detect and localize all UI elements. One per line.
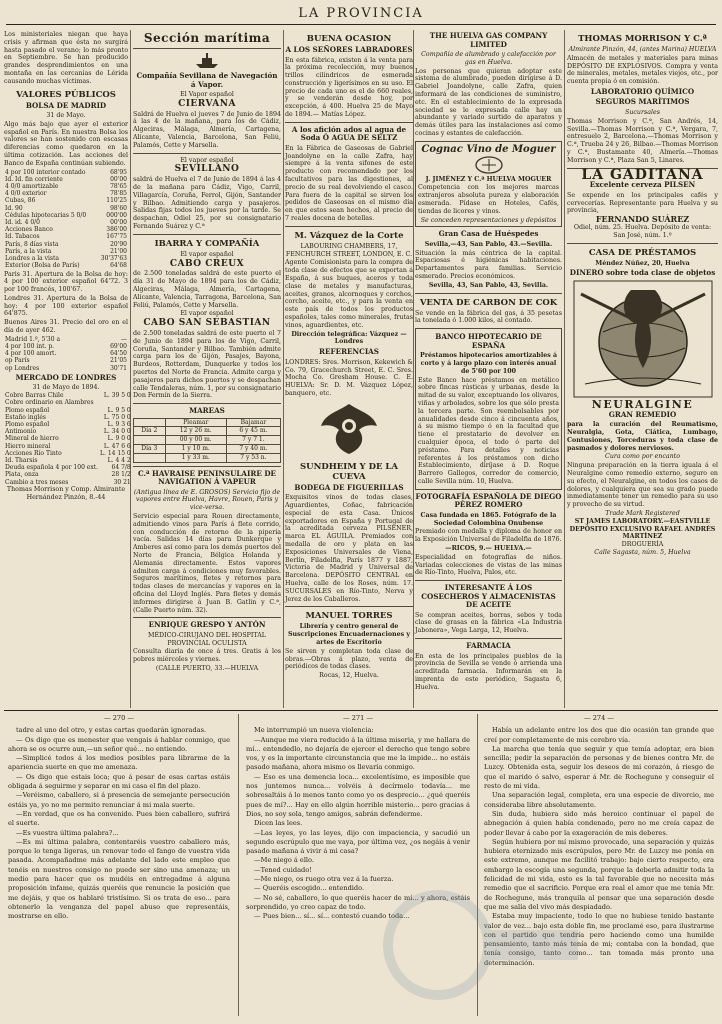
feuilleton-paragraph: Según hubiera por mí mismo provocado, una separación y quizás hubiera eternizado mis escrúpulos, pero Mr. de Luzcy me ponía en este extremo, aunque me facilitó trabajo: bajo cierto respecto, era embargo la escogía una segunda, porque la deberla admitir toda la felicidad de mi vida, esto es la tal favorable que no necesita más remedio que el sacrificio. Porque era real el amor que me tenía Mr. de Rochegune, más tranquila al pensar que una separación desde que me salía del vivo más despiadado. xyxy=(484,837,714,911)
vapor2-name: SEVILLANO xyxy=(174,164,240,175)
commodity-row-cell xyxy=(99,399,132,406)
farmacia-title: FARMACIA xyxy=(466,641,511,651)
havraise-sub: (Antigua línea de E. GROSOS) Servicio fijo de vapores entre Huelva, Havre, Rouen, París y vice-versa. xyxy=(133,488,281,512)
feuilleton-paragraph: — Pues bien... sí... sí... contestó cuando toda... xyxy=(254,912,410,921)
rate-row xyxy=(4,248,128,255)
tide-row-cell: 6 y 45 m. xyxy=(226,427,280,436)
madrid-rate-row xyxy=(4,350,128,357)
commodity-row-cell: 30 21 xyxy=(113,478,131,486)
commodity-row xyxy=(4,443,132,450)
feuilleton-text xyxy=(246,726,470,921)
rate-row xyxy=(4,241,128,248)
column-5 xyxy=(567,30,718,708)
grespo-title: ENRIQUE GRESPO Y ANTÓN xyxy=(148,620,266,630)
commodity-row xyxy=(4,399,132,406)
divider xyxy=(415,580,562,581)
rate-row-cell: Id. Tabacos xyxy=(5,233,40,241)
divider xyxy=(285,122,413,123)
cognac-ad xyxy=(415,141,562,228)
neuralgine-title: NEURALGINE xyxy=(591,397,694,411)
feuilleton-paragraph: —Me niego, os ruego otra vez á la fuerza. xyxy=(254,875,394,884)
bolsa-title: BOLSA DE MADRID xyxy=(25,100,107,110)
foto-address: —RICOS, 9.— HUELVA.— xyxy=(445,544,532,552)
rate-row-cell: 20'90 xyxy=(110,240,127,248)
commodity-row-cell: L. 34 0 0 xyxy=(103,428,131,436)
gas-company-text: Los personas que quieran adoptar este sistema de alumbrado, pueden dirigirse á D. Gabriel Joandolyne, calle Zafra, quien informará de las condiciones de suministro, etc. En el establecimiento de la expresada sociedad se le expresada calle hay un abundante y variado surtido de aparatos y demás útiles para las instalaciones así como cocinas y estantes de calefacción. xyxy=(415,67,562,137)
divider xyxy=(285,606,413,607)
gas-company-sub: Compañía de alumbrado y calefacción por gas en Huelva. xyxy=(421,51,556,66)
divider xyxy=(133,403,281,404)
column-3 xyxy=(285,30,413,708)
rate-row-cell: 386'00 xyxy=(106,226,127,234)
torres-address: Rocas, 12, Huelva. xyxy=(319,672,379,680)
rate-row-cell: 68'95 xyxy=(110,168,127,176)
tides-table xyxy=(133,418,281,463)
commodity-row xyxy=(4,428,132,435)
rate-row-cell: Id. id. 4 0/0 xyxy=(5,219,40,227)
rate-row-cell: 64'68 xyxy=(110,262,127,270)
tide-header-cell: Pleamar xyxy=(165,418,226,427)
divider xyxy=(133,466,281,467)
tide-header-cell: Bajamar xyxy=(226,418,280,427)
neuralgine-address: Calle Sagasta, núm. 5, Huelva xyxy=(594,548,691,556)
rate-row-cell: 110'25 xyxy=(106,197,127,205)
rate-row xyxy=(4,176,128,183)
commodity-row-cell: L. 9 0 0 xyxy=(107,435,131,443)
rate-row xyxy=(4,262,128,269)
divider xyxy=(415,638,562,639)
madrid-rate-row-cell: 64'50 xyxy=(110,350,127,358)
madrid-rate-row-cell: Madrid 1.º, 5'30 a xyxy=(5,335,61,343)
tide-row-cell: 00 y 00 m. xyxy=(165,436,226,445)
banco-ad xyxy=(415,328,562,490)
madrid-rate-row xyxy=(4,365,128,372)
vapor3-name: CABO CREUX xyxy=(169,258,245,269)
feuilleton-paragraph: —Me niego á ello. xyxy=(254,856,314,865)
bolsa-lead: Algo más bajo que ayer el exterior español en París. En nuestra Bolsa los valores se han sostenido con escasas diferencias como quedaron en la última cotización. Las acciones del Banco de España continúan subiendo. xyxy=(4,120,128,167)
neuralgine-text: para la curación del Reumatismo, Neuralgia, Gota, Ciática, Lumbago, Contusiones, Torceduras y toda clase de pasmados y dolores nerviosos. xyxy=(567,421,718,452)
commodity-row-cell: Plata, onza xyxy=(5,471,39,479)
rate-row-cell: Cédulas hipotecarias 5 0/0 xyxy=(5,211,87,219)
banco-title: BANCO HIPOTECARIO DE ESPAÑA xyxy=(435,332,542,350)
sucursales-title: Sucursales xyxy=(625,108,660,116)
cognac-seal-icon xyxy=(474,156,504,174)
ocasion-title: BUENA OCASION xyxy=(306,34,392,44)
rate-row xyxy=(4,255,128,262)
tide-row xyxy=(134,444,281,453)
vapor2-text: saldrá de Huelva el 7 de Junio de 1894 á las 4 de la mañana para Cádiz, Vigo, Carril, Villagarcía, Coruña, Ferrol, Gijón, Santander y Bilbao. Admitiendo carga y pasajeros. Salidas fijas todos los jueves por la tarde. Se despachan, Odiel 25, por su consignatario Fernando Suárez y C.ª xyxy=(133,176,281,230)
column-rule xyxy=(413,30,414,708)
feuilleton-paragraph: Una separación legal, completa, era una especie de divorcio, me consideraba libre absolutamente. xyxy=(484,791,714,809)
neuralgine-illustration xyxy=(573,280,713,398)
feuilleton-paragraph: —Aunque me viera reducido á la última miseria, y me hallara de mí... entendedlo, no dejaría de ejercer el derecho que tengo sobre vos, y es la importante circunstancia que me la impide... no estáis pasado mañana, ahora mismo os llevaría conmigo. xyxy=(246,735,470,772)
madrid-rate-row-cell: op Londres xyxy=(5,364,40,372)
madrid-rate-row-cell: — xyxy=(121,335,127,343)
rate-row xyxy=(4,190,128,197)
carbon-title: VENTA DE CARBON DE COK xyxy=(419,297,558,308)
rate-row-cell: 00'00 xyxy=(110,219,127,227)
mareas-title: MAREAS xyxy=(189,406,225,416)
feuilleton-paragraph: —Es vuestra última palabra?... xyxy=(16,828,119,837)
rate-row-cell: Id. 90 xyxy=(5,204,23,212)
divider xyxy=(133,153,281,154)
commodity-row-cell: L. 47 6 6 xyxy=(103,442,131,450)
foto-title: FOTOGRAFÍA ESPAÑOLA DE DIEGO PÉREZ ROMERO xyxy=(415,491,562,510)
feuilleton-paragraph: —Es mi última palabra, contentaréis vuestro caballero más, porque lo tenga ligeras, un renovar todo el fango de vuestra vida pasada. Acompañadme más adelante del lado este empleo que tenéis en nuestros consigo no puede ser sino una amenaza; un medio para hacer que os mudéis en entregadme á alguna proposición infame, quizás queréis que renuncie la posición que me dejáis, y que os hablaré tristísimo. Si os trata de eso... para obtenerlo la venganza del papel abuso que representáis, mostrarse en ello. xyxy=(8,837,230,921)
feuilleton-paragraph: — Queréis escogido... entendido. xyxy=(254,884,365,893)
neuralgine-sub: GRAN REMEDIO xyxy=(608,409,677,419)
neuralgine-laboratory: ST JAMES LABORATORY.—EASTVILLE xyxy=(574,517,711,525)
gaditana-rep: FERNANDO SUÁREZ xyxy=(595,214,690,225)
feuilleton-paragraph: Me interrumpió un nueva violencia: xyxy=(254,726,374,735)
commodity-row xyxy=(4,435,132,442)
fonda-address-2: Sevilla, 43, San Pablo, 43, Sevilla. xyxy=(428,281,549,289)
rate-row-cell: 167'75 xyxy=(106,233,127,241)
tide-row-cell xyxy=(134,436,166,445)
grespo-sub: MÉDICO-CIRUJANO DEL HOSPITAL PROVINCIAL OCULISTA xyxy=(148,631,266,647)
divider xyxy=(285,226,413,227)
referencias-title: REFERENCIAS xyxy=(319,347,379,357)
eagle-crest-icon xyxy=(319,400,379,458)
rate-row xyxy=(4,169,128,176)
carbon-text: Se vende en la fábrica del gas, á 35 pesetas la tonelada ó 1.000 kilos, al contado. xyxy=(415,309,562,325)
vapor4-name: CABO SAN SEBASTIAN xyxy=(143,318,271,329)
vazquez-text: Agente Comisionista para la compra de toda clase de efectos que se exportan á España, á sus buques, aceros y toda clase de metales y manufacturas, aceites, granos, alcornoques y corchos, corcho, aceite, etc., y para la venta en este país de todos los productos españoles, tales como minerales, frutas vinos, aguardientes, etc. xyxy=(285,259,413,329)
commodity-row xyxy=(4,464,132,471)
cognac-text: Competencia con los mejores marcas extranjeros absoluta pureza y elaboración esmerada. Pídase en Hoteles, Cafés, tiendas de licores y vinos. xyxy=(418,184,559,215)
feuilleton-paragraph: — Os digo que es menester que vengais á hablar conmigo, que ahora se os ocurre aun,—un señor qué... no entiendo. xyxy=(8,735,230,753)
feuilleton-paragraph: — No sé, caballero, lo que queréis hacer de mí... y ahora, estáis sorprendido, yo creo capaz de todo. xyxy=(246,893,470,911)
fonda-title: Gran Casa de Huéspedes xyxy=(438,229,539,239)
mercado-title: MERCADO DE LONDRES xyxy=(15,372,117,382)
divider xyxy=(133,617,281,618)
morrison-text: Almacén de metales y materiales para minas DEPÓSITO DE EXPLOSIVOS. Compra y venta de minerales, metales, metales viejos, etc., por cuenta propia ó en comisión. xyxy=(567,54,718,86)
prestamos-sub: DINERO sobre toda clase de objetos xyxy=(569,268,716,278)
morrison-address: Almirante Pinzón, 44, (antes Marina) HUELVA xyxy=(568,46,717,53)
madrid-rate-row-cell: op París xyxy=(5,357,30,365)
feuilleton-paragraph: —Tened cuidado! xyxy=(254,865,312,874)
rate-row-cell: Londres a la vista xyxy=(5,255,59,263)
divider xyxy=(133,48,281,49)
commodity-row-cell: Id. Tharsis xyxy=(5,457,38,465)
vapor1-name: CIERVANA xyxy=(178,98,236,109)
madrid-rate-row-cell: 21'05 xyxy=(110,357,127,365)
soda-text: En la Fábrica de Gaseosas de Gabriel Joandolyne en la calle Zafra, hay siempre á la venta sifones de este producto con recomendado por los facultativos para las digestiones, al precio de su real devolviendo el casco. Para fuera de la capital se sirven los pedidos de Gaseosas en el mismo día en que estos sean hechos, al precio de 7 reales docena de botellas. xyxy=(285,144,413,223)
foto-sub: Casa fundada en 1865. Fotógrafo de la Sociedad Colombina Onubense xyxy=(420,511,557,527)
tide-row-cell: Día 2 xyxy=(134,427,166,436)
neuralgine-agent: DEPÓSITO EXCLUSIVO RAFAEL ANDRÉS MARTÍNEZ xyxy=(569,525,716,541)
page-number: — 271 — xyxy=(343,714,373,722)
vapor2-pre: El vapor español xyxy=(180,156,234,164)
feuilleton-paragraph: — Os digo que estais loca; que á pesar de esas cartas estáis obligada á seguirme y separar en mi casa el fin del plazo. xyxy=(8,772,230,791)
rate-row xyxy=(4,197,128,204)
commodity-row-cell: 64 7/8 xyxy=(111,464,131,472)
soda-title: A los afición ados al agua de Soda Ó AGUA DE SELTZ xyxy=(291,124,407,143)
vapor3-text: de 2.500 toneladas saldrá de este puerto el día 31 de Mayo de 1894 para los de Cádiz, Algeciras, Málaga, Almería, Cartagena, Alicante, Valencia, Tarragona, Barcelona, San Feliú, Palamós, Cette y Marsella. xyxy=(133,270,281,309)
tide-row-cell: 7 y 7 1. xyxy=(226,436,280,445)
gas-company-title: THE HUELVA GAS COMPANY LIMITED xyxy=(429,31,548,49)
feuilleton-paragraph: —Simplicé todos á los medios posibles para librarme de la apariencia suerte en que me amenaza. xyxy=(8,754,230,772)
tide-row-cell: 1 y 33 m. xyxy=(165,453,226,462)
havraise-text: Servicio especial para Rouen directamente, admitiendo vinos para París á flete corrido, con conducción de retorno de la pipería vacía. Salidas 14 días para Dunkerque y Amberes así como para los demás puertos del Norte de Francia, Bélgica Holanda y Alemania directamente. Estos vapores admiten carga á condiciones muy favorables. Seguros marítimos, fletes y retornos para todas clases de mercancías y vapores en la oficina del Lloyd Inglés. Para fletes y demás informes dirigirse á Juan B. Gatlin y C.ª, (Calle Puerto núm. 32). xyxy=(133,512,281,614)
commodity-row-cell: Cobre ordinario en Alambres xyxy=(5,399,94,407)
cognac-sub: J. JIMÉNEZ Y C.ª HUELVA MOGUER xyxy=(425,175,552,183)
rate-row xyxy=(4,205,128,212)
rate-row-cell: Id. Id. fin corriente xyxy=(5,175,63,183)
commodity-row-cell: Antimonio xyxy=(5,428,37,436)
commodity-row-cell: 28 1/2 xyxy=(111,471,131,479)
feuilleton-text xyxy=(8,726,230,921)
tide-row-cell: Día 3 xyxy=(134,444,166,453)
rate-row-cell: 000'00 xyxy=(106,211,127,219)
valores-title: VALORES PÚBLICOS xyxy=(16,89,116,100)
cosecheros-title: INTERESANTE Á LOS COSECHEROS Y ALMACENISTAS DE ACEITE xyxy=(421,583,556,610)
morrison-title: THOMAS MORRISON Y C.ª xyxy=(578,34,707,44)
rate-row-cell: París, a la vista xyxy=(5,247,52,255)
commodity-row-cell: Plomo español xyxy=(5,421,50,428)
column-rule xyxy=(564,30,565,708)
torres-text: Se sirven y completan toda clase de obras.—Obras á plazo, venta de periódicos de todas clases. xyxy=(285,647,413,671)
londres-quote: Londres 31. Apertura de la Bolsa de hoy: 4 por 100 exterior español 64'875. xyxy=(4,294,128,318)
column-rule xyxy=(283,30,284,708)
commodity-row xyxy=(4,407,132,414)
feuilleton-paragraph: —Las leyes, yo las leyes, dijo con impaciencia, y sacudió un segundo escrúpulo que me vaya, por última vez, ¿os negáis á venir pasado mañana á vivir á mi casa? xyxy=(246,828,470,856)
tide-row-cell xyxy=(134,453,166,462)
ibarra-title: IBARRA Y COMPAÑÍA xyxy=(154,238,260,249)
commodity-row-cell: Deuda española 4 por 100 ext. xyxy=(5,464,99,472)
feuilleton-column-rule xyxy=(477,714,478,1016)
madrid-rate-row xyxy=(4,336,128,343)
grespo-address: (CALLE PUERTO, 33.—HUELVA xyxy=(155,665,259,673)
commodity-row-cell: L. 39 5 0 xyxy=(103,392,131,400)
mercado-date: 31 de Mayo de 1894. xyxy=(32,384,100,392)
feuilleton-divider xyxy=(4,710,718,711)
commodity-row-cell: Cobre Barras Chile xyxy=(5,392,64,400)
vapor4-text: de 2.500 toneladas saldrá de este puerto el 7 de Junio de 1894 para los de Vigo, Carril, Coruña, Santander y Bilbao. También admite carga para los de Gijón, Pasajes, Bayona, Burdeos, Rotterdam, Dunquerke y todos los puertos del Norte de Francia. Admite carga y pasajeros para dichos puertos y se despachan calle Tendaleras, núm. 1, por su consignatario Don Fermín de la Sierra. xyxy=(133,329,281,400)
grespo-text: Consulta diaria de once á tres. Gratis á los pobres miércoles y viernes. xyxy=(133,648,281,664)
ocasion-text: En esta fábrica, existen á la venta para la próxima recolección, muy buenos trillos cilíndricos de esmerada construcción y ligerísimos en su uso. El precio de cada uno es el de 660 reales, y se venderán desde hoy, por excepción, á 400. Huelva 25 de Mayo de 1894.— Matías López. xyxy=(285,56,413,119)
madrid-rate-row-cell: 4 por 100 amort. xyxy=(5,350,57,358)
feuilleton-paragraph: Había un adelante entre los dos que dio ocasión tan grande que creí por completamente de mis cerebro vía. xyxy=(484,726,714,744)
laboratorio-title: LABORATORIO QUÍMICO xyxy=(590,86,695,96)
rate-row-cell: Exterior (Bolsa de París) xyxy=(5,262,80,270)
prestamos-title: CASA DE PRÉSTAMOS xyxy=(588,247,697,258)
feuilleton-column-2 xyxy=(246,714,470,1020)
rate-row-cell: 78'65 xyxy=(110,183,127,191)
vapor4-pre: El vapor español xyxy=(180,310,234,318)
rate-row-cell: 4 0/0 amortizable xyxy=(5,183,59,191)
rate-row-cell: 30'37'63 xyxy=(100,255,127,263)
gaditana-text: Se expende en los principales cafés y cervecerías. Representante para Huelva y su provincia, xyxy=(567,191,718,215)
commodity-row-cell: Mineral de hierro xyxy=(5,435,59,443)
sucursales-text: Thomas Morrison y C.ª, San Andrés, 14, Sevilla.—Thomas Morrison y C.ª, Vergara, 7, entresuelo 2, Barcelona.—Thomas Morrison y C.ª, Trueba 24 y 26, Bilbao.—Thomas Morrison y C.ª, Bustamante 40, Almería.—Thomas Morrison y C.ª, Plaza San 5, Linares. xyxy=(567,117,718,164)
feuilleton-paragraph: Estaba muy impaciente, todo lo que no hubiese tenido bastante valor de vez... bajo esta doble fin, me proclamé eso, para ilustrarme con el partido que tendría pero haciendo como una humilde pensamiento, tanto más tenía de mi; contaba con la bondad, que tenía consigo, tanto como... tan tomada más pronto una determinación. xyxy=(484,912,714,967)
havraise-title: C.ª HAVRAISE PENINSULAIRE DE NAVIGATION Á VAPEUR xyxy=(137,468,277,487)
column-1 xyxy=(4,30,131,708)
seguros-title: SEGUROS MARÍTIMOS xyxy=(595,97,690,107)
madrid-rate-row-cell: 4 por 100 int. p. xyxy=(5,343,55,351)
paris-quote: Paris 31. Apertura de la Bolsa de hoy: 4 por 100 exterior español 64'72. 3 por 100 francés, 100'67. xyxy=(4,270,128,294)
rate-row-cell: 21'00 xyxy=(110,247,127,255)
feuilleton-paragraph: Sin duda, hubiera sido más heroico continuar el papel de abnegación á quien había condenado, pero no me creía capaz de poder llevar á cabo por la exageración de mis deberes. xyxy=(484,809,714,837)
cognac-representations: Se conceden representaciones y depósitos xyxy=(420,216,557,224)
divider xyxy=(415,293,562,294)
feuilleton-column-rule xyxy=(238,714,239,1016)
vapor1-pre: El Vapor español xyxy=(180,91,234,98)
vazquez-telegraph: Dirección telegráfica: Vázquez — Londres xyxy=(291,330,407,346)
ocasion-sub: A LOS SEÑORES LABRADORES xyxy=(285,45,413,54)
rate-row xyxy=(4,233,128,240)
rate-row-cell: 78'85 xyxy=(110,190,127,198)
commodity-row-cell: Cambio a tres meses xyxy=(5,478,69,486)
sundheim-title: SUNDHEIM Y DE LA CUEVA xyxy=(300,461,398,482)
commodity-row-cell: L. 14 15 0 xyxy=(100,449,131,457)
gaditana-address: Odiel, núm. 25. Huelva. Depósito de venta: San José, núm. 1.º xyxy=(573,224,712,239)
sundheim-sub: BODEGA DE FIGUERILLAS xyxy=(294,482,404,492)
referencias-text: LONDRES: Sres. Morrison, Kekewich & Co. 79, Gracechurch Street, E. C. Sres. Mocha Co. Gresham House. C. E. HUELVA: Sr. D. M. Vázquez López, banquero, etc. xyxy=(285,358,413,397)
madrid-rate-row xyxy=(4,357,128,364)
company-name: Compañía Sevillana de Navegación á Vapor. xyxy=(136,71,278,89)
feuilleton-paragraph: —Veréismo, caballero, si á presencia de semejante persecución estáis ya, yo no me permito renunciar á mi mala suerte. xyxy=(8,791,230,809)
torres-sub: Librería y centro general de Suscripciones Encuadernaciones y artes de Escritorio xyxy=(287,623,411,646)
foto-text: Premiado con medalla y diploma de honor en la Exposición Universal de Filadelfia de 1876. xyxy=(415,528,562,544)
commodity-row-cell: Plomo español xyxy=(5,406,50,414)
feuilleton-paragraph: tadre al uno del otro, y estas cartas quedarán ignoradas. xyxy=(16,726,207,735)
commodity-row xyxy=(4,421,132,428)
feuilleton-text xyxy=(484,726,714,968)
rate-row-cell: Cubas, 86 xyxy=(5,197,36,205)
commodity-row-cell: L. 4 4 2 xyxy=(107,457,131,465)
feuilleton-paragraph: Dicen las lees. xyxy=(254,819,303,828)
masthead: LA PROVINCIA xyxy=(6,4,716,25)
rate-row xyxy=(4,183,128,190)
torres-title: MANUEL TORRES xyxy=(305,611,393,622)
ship-emblem-icon xyxy=(194,52,220,70)
rate-row-cell: París, 8 días vista xyxy=(5,240,59,248)
rate-row xyxy=(4,212,128,219)
madrid-rate-row xyxy=(4,343,128,350)
commodity-row-cell: L. 75 0 0 xyxy=(103,413,131,421)
page-number: — 274 — xyxy=(584,714,614,722)
rate-row xyxy=(4,226,128,233)
rate-row-cell: Acciones Banco xyxy=(5,226,53,234)
fonda-address: Sevilla,—43, San Pablo, 43.—Sevilla. xyxy=(424,240,553,248)
rates-table xyxy=(4,169,128,270)
banco-sub: Préstamos hipotecarios amortizables á corto y á largo plazo con interés anual de 5'60 por 100 xyxy=(419,352,558,375)
divider xyxy=(567,243,718,244)
commodity-row-cell: Estaño inglés xyxy=(5,413,47,421)
rate-row xyxy=(4,219,128,226)
rate-row-cell: 4 por 100 interior contado xyxy=(5,168,86,176)
cosecheros-text: Se compran aceites, borras, sebos y toda clase de grasas en la fábrica «La Industria Jabonera», Vega Larga, 12, Huelva. xyxy=(415,611,562,635)
vapor3-pre: El vapor español xyxy=(180,250,234,258)
gaditana-sub: Excelente cerveza PILSEN xyxy=(589,180,696,190)
neuralgine-drogueria: DROGUERÍA xyxy=(621,541,664,549)
page-number: — 270 — xyxy=(104,714,134,722)
tide-row-cell: 12 y 26 m. xyxy=(165,427,226,436)
commodity-row-cell: Acciones Río Tinto xyxy=(5,449,62,457)
feuilleton-paragraph: La marcha que tenía que seguir y que temía adoptar, era bien sencilla; pedir la separación de personas y de bienes contra Mr. de Luzcy. Obtenida esta, seguir los deseos de mi corazón, á riesgo de que el marido ó salvo, esperar á Mr. de Rochegune y conseguir el resto de mi vida. xyxy=(484,744,714,791)
vazquez-sub: LABOURING CHAMBERS, 17, FENCHURCH STREET, LONDON, E. C. xyxy=(285,242,413,258)
sundheim-text: Exquisitos vinos de todas clases, Aguardientes, Coñac, fabricación especial de esta Casa. Únicos exportadores en España y Portugal de la acreditada cerveza PILSENER, marca EL ÁGUILA. Premiados con medalla de oro y plata en las Exposiciones Universales de Viena, Berlín, Filadelfia, París 1877 y 1887, Victoria de Madrid y Universal de Barcelona. DEPÓSITO CENTRAL en Huelva, calle de los Roses, núm. 17. SUCURSALES en Río-Tinto, Nerva y Jerez de los Caballeros. xyxy=(285,494,413,603)
maritime-section-title: Sección marítima xyxy=(143,31,271,45)
feuilleton-column-3 xyxy=(484,714,714,1020)
vazquez-title: M. Vázquez de la Corte xyxy=(294,230,404,241)
divider xyxy=(133,234,281,235)
rate-row-cell: 4 0/0 exterior xyxy=(5,190,47,198)
commodity-row xyxy=(4,392,132,399)
neuralgine-cure: Cura como por encanto xyxy=(605,453,680,461)
banco-text: Este Banco hace préstamos en metálico sobre fincas rústicas y urbanas, desde la mitad de su valor, exceptuando los olivares, viñas y arbolados, sobre los que sólo presta la tercera parte. Son reembolsables por anualidades desde cinco á cincuenta años, á su mismo tiempo ó en la facultad que tiene el prestatario de devolver en cualquier época, el todo ó parte del préstamo. Para detalles y noticias referentes á los préstamos con dicho Establecimiento, diríjase á D. Roque Barrero Gallegos, corredor de comercio, calle Sevilla núm. 10, Huelva. xyxy=(418,376,559,485)
prestamos-address: Méndez Núñez, 20, Huelva xyxy=(595,259,690,267)
commodities-table xyxy=(4,392,132,486)
madrid-rates-table xyxy=(4,336,128,372)
gaditana-title: LA GADITANA xyxy=(581,166,704,183)
column-2 xyxy=(133,30,281,708)
tide-header-cell xyxy=(134,418,166,427)
foto-text-2: Especialidad en fotografías de niños. Variadas colecciones de vistas de las minas de Río-Tinto, Huelva, Palos, etc. xyxy=(415,553,562,577)
neuralgine-trademark: Trade Mark Registered xyxy=(605,510,680,517)
tide-row xyxy=(134,436,281,445)
column-rule xyxy=(130,30,131,708)
feuilleton-paragraph: —En verdad, que os ha convenido. Pues bien caballero, sufrirá el suerte. xyxy=(8,809,230,828)
commodity-row-cell: L. 9 3 6 xyxy=(107,421,131,428)
commodity-row xyxy=(4,479,132,486)
column-4 xyxy=(415,30,562,708)
commodity-row xyxy=(4,414,132,421)
tide-row xyxy=(134,427,281,436)
commodity-row-cell: Hierro mineral xyxy=(5,442,51,450)
tide-row-cell: 7 y 53 n. xyxy=(226,453,280,462)
commodity-row-cell: L. 9 5 0 xyxy=(107,406,131,414)
madrid-rate-row-cell: 69'00 xyxy=(110,343,127,351)
tide-row-cell: 1 y 10 m. xyxy=(165,444,226,453)
signature: Thomas Morrison y Comp. Almirante Hernández Pinzón, 8.-44 xyxy=(6,485,126,501)
feuilleton-column-1 xyxy=(8,714,230,1020)
fonda-text: Situación la más céntrica de la capital. Espaciosas é higiénicas habitaciones. Departamentos para familias. Servicio esmerado. Precios económicos. xyxy=(415,249,562,281)
news-intro: Los ministeriales niegan que haya crisis y afirman que ésta no surgirá hasta pasado el verano; lo más pronto en Septiembre. Se han producido grandes desprendimientos en una montaña en las cercanías de Lérida causando muchas víctimas. xyxy=(4,31,128,85)
tide-row-cell: 7 y 40 m. xyxy=(226,444,280,453)
commodity-row xyxy=(4,457,132,464)
feuilleton-paragraph: — Eso es una demencia loca... excelentísimo, es imposible que nos juntemos nunca... volvéis á decírmelo todavía... me sobresaltáis á lo menos tanto como yo os desprecio... ¿qué queréis pues de mí?... Hay en ello algún horrible misterio... pero gracias á Dios, no soy sola, tengo amigos, sabrán defenderme. xyxy=(246,772,470,818)
neuralgine-text-2: Ninguna preparación en la tierra iguala á el Neuralgine como remedio externo, seguro en su efecto, el Neuralgine, en todos los casos de dolores, y cualquiera que sea su grado puede inmediatamente tener un remedio para su uso y provecho de su virtud. xyxy=(567,462,718,509)
commodity-row xyxy=(4,450,132,457)
cognac-logo: Cognac Vino de Moguer xyxy=(421,143,556,155)
commodity-row xyxy=(4,471,132,478)
buenos-aires-quote: Buenos Aires 31. Precio del oro en el día de ayer 462. xyxy=(4,319,128,335)
tide-row xyxy=(134,453,281,462)
madrid-rate-row-cell: 30'71 xyxy=(110,364,127,372)
farmacia-text: En esta de los principales pueblos de la provincia de Sevilla se vende ó arrienda una acreditada farmacia. Informarán en la imprenta de este periódico, Sagasta 6, Huelva. xyxy=(415,652,562,691)
bolsa-date: 31 de Mayo. xyxy=(46,112,86,120)
vapor1-text: Saldrá de Huelva el jueves 7 de Junio de 1894 á las 4 de la mañana, para los de Cádiz, Algeciras, Málaga, Almería, Cartagena, Alicante, Valencia, Barcelona, San Feliú, Palamós, Cette y Marsella. xyxy=(133,110,281,149)
rate-row-cell: 98'60 xyxy=(110,204,127,212)
rate-row-cell: 00'00 xyxy=(110,175,127,183)
